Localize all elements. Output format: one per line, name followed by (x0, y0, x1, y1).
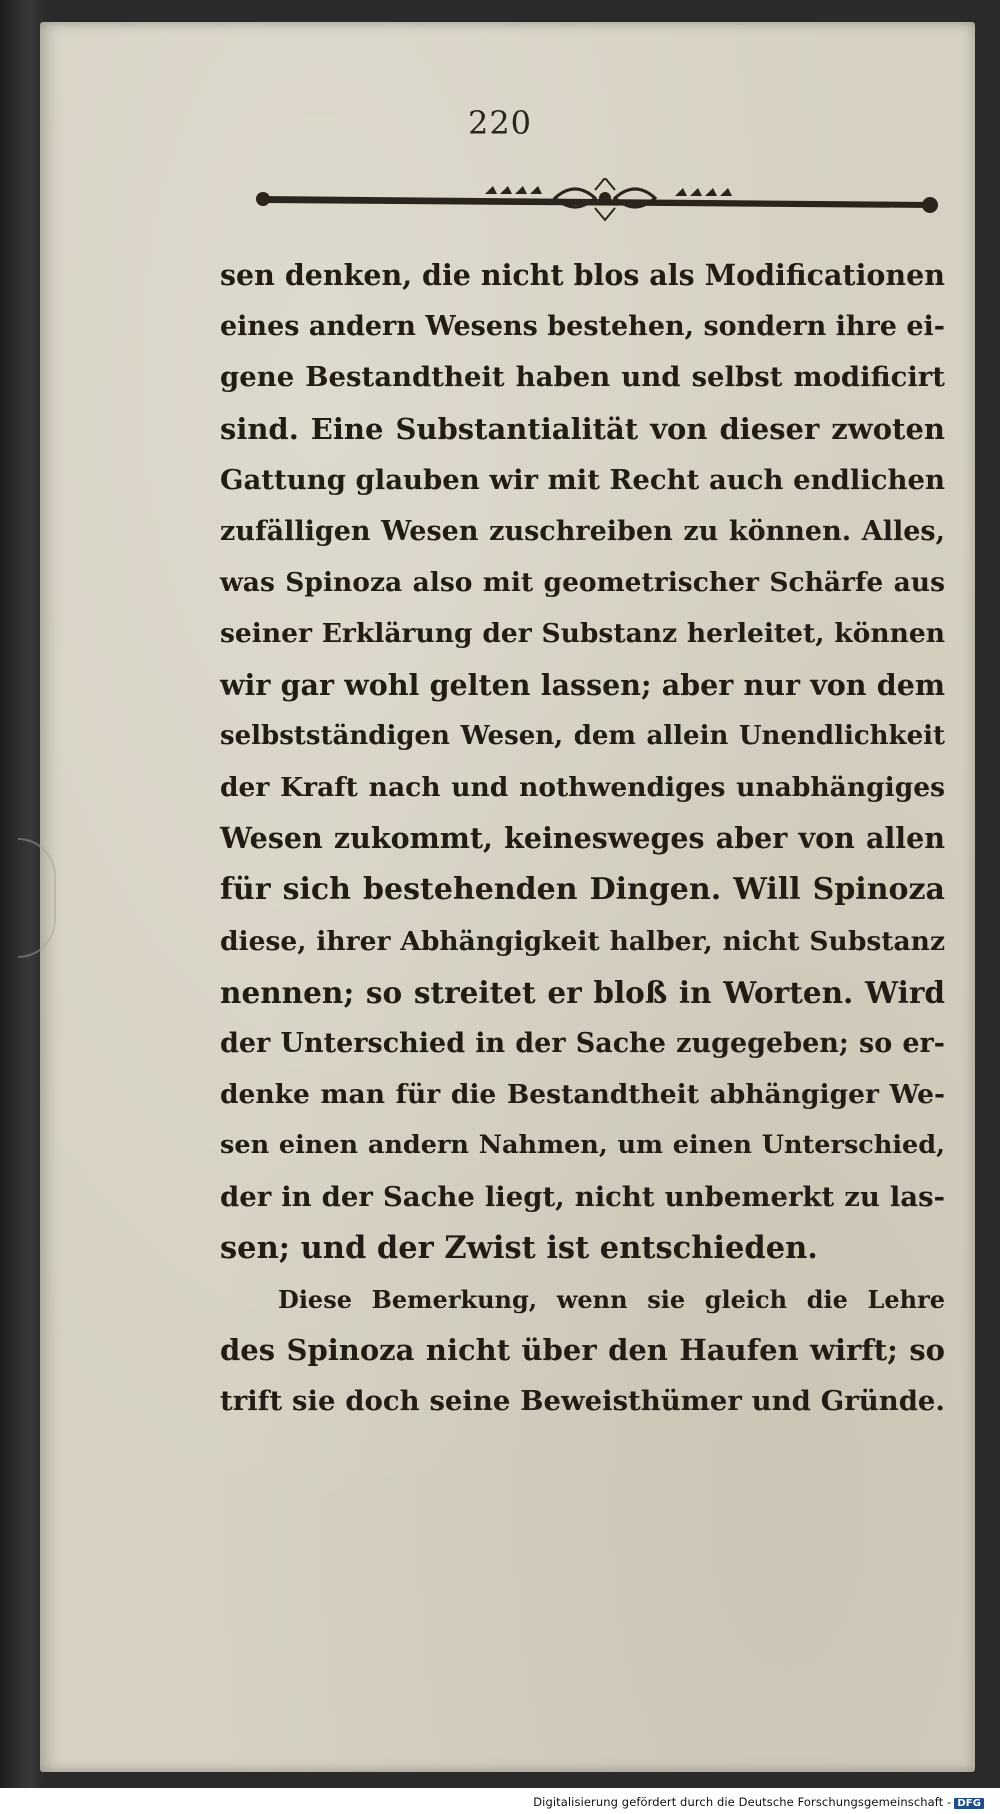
text-line: diese, ihrer Abhängigkeit halber, nicht Substanz (220, 925, 945, 957)
text-line: wir gar wohl gelten lassen; aber nur von dem (220, 667, 945, 702)
page-number: 220 (467, 104, 533, 142)
text-line: des Spinoza nicht über den Haufen wirft; so (220, 1333, 945, 1368)
body-text (220, 250, 945, 1428)
text-line: Diese Bemerkung, wenn sie gleich die Lehre (278, 1285, 945, 1315)
text-line: nennen; so streitet er bloß in Worten. Wird (220, 974, 945, 1010)
text-line: trift sie doch seine Beweisthümer und Gründe. (220, 1385, 945, 1418)
text-line: seiner Erklärung der Substanz herleitet, können (220, 618, 945, 650)
text-line: der in der Sache liegt, nicht unbemerkt zu las- (220, 1180, 945, 1213)
text-line: denke man für die Bestandtheit abhängiger We- (220, 1079, 945, 1111)
text-line: sen denken, die nicht blos als Modificationen (220, 258, 945, 292)
text-line: für sich bestehenden Dingen. Will Spinoza (220, 872, 945, 908)
text-line: sen; und der Zwist ist entschieden. (220, 1229, 818, 1266)
text-line: sen einen andern Nahmen, um einen Unterschied, (220, 1130, 945, 1161)
text-line: gene Bestandtheit haben und selbst modificirt (220, 361, 945, 394)
header-ornament (255, 178, 940, 222)
credit-text: Digitalisierung gefördert durch die Deutsche Forschungsgemeinschaft - (533, 1795, 952, 1809)
text-line: Wesen zukommt, keinesweges aber von allen (220, 821, 945, 856)
paper-blemish (18, 838, 56, 958)
text-line: Gattung glauben wir mit Recht auch endlichen (220, 463, 945, 496)
text-line: selbstständigen Wesen, dem allein Unendlichkeit (220, 720, 945, 751)
text-line: zufälligen Wesen zuschreiben zu können. Alles, (220, 516, 945, 548)
text-line: was Spinoza also mit geometrischer Schärfe aus (220, 567, 945, 599)
text-line: der Kraft nach und nothwendiges unabhängiges (220, 772, 945, 804)
text-line: der Unterschied in der Sache zugegeben; so er- (220, 1028, 945, 1060)
text-line: eines andern Wesens bestehen, sondern ihre ei- (220, 311, 945, 343)
text-line: sind. Eine Substantialität von dieser zwoten (220, 411, 945, 446)
digitization-credit (533, 1795, 984, 1809)
dfg-logo: DFG (954, 1798, 984, 1809)
